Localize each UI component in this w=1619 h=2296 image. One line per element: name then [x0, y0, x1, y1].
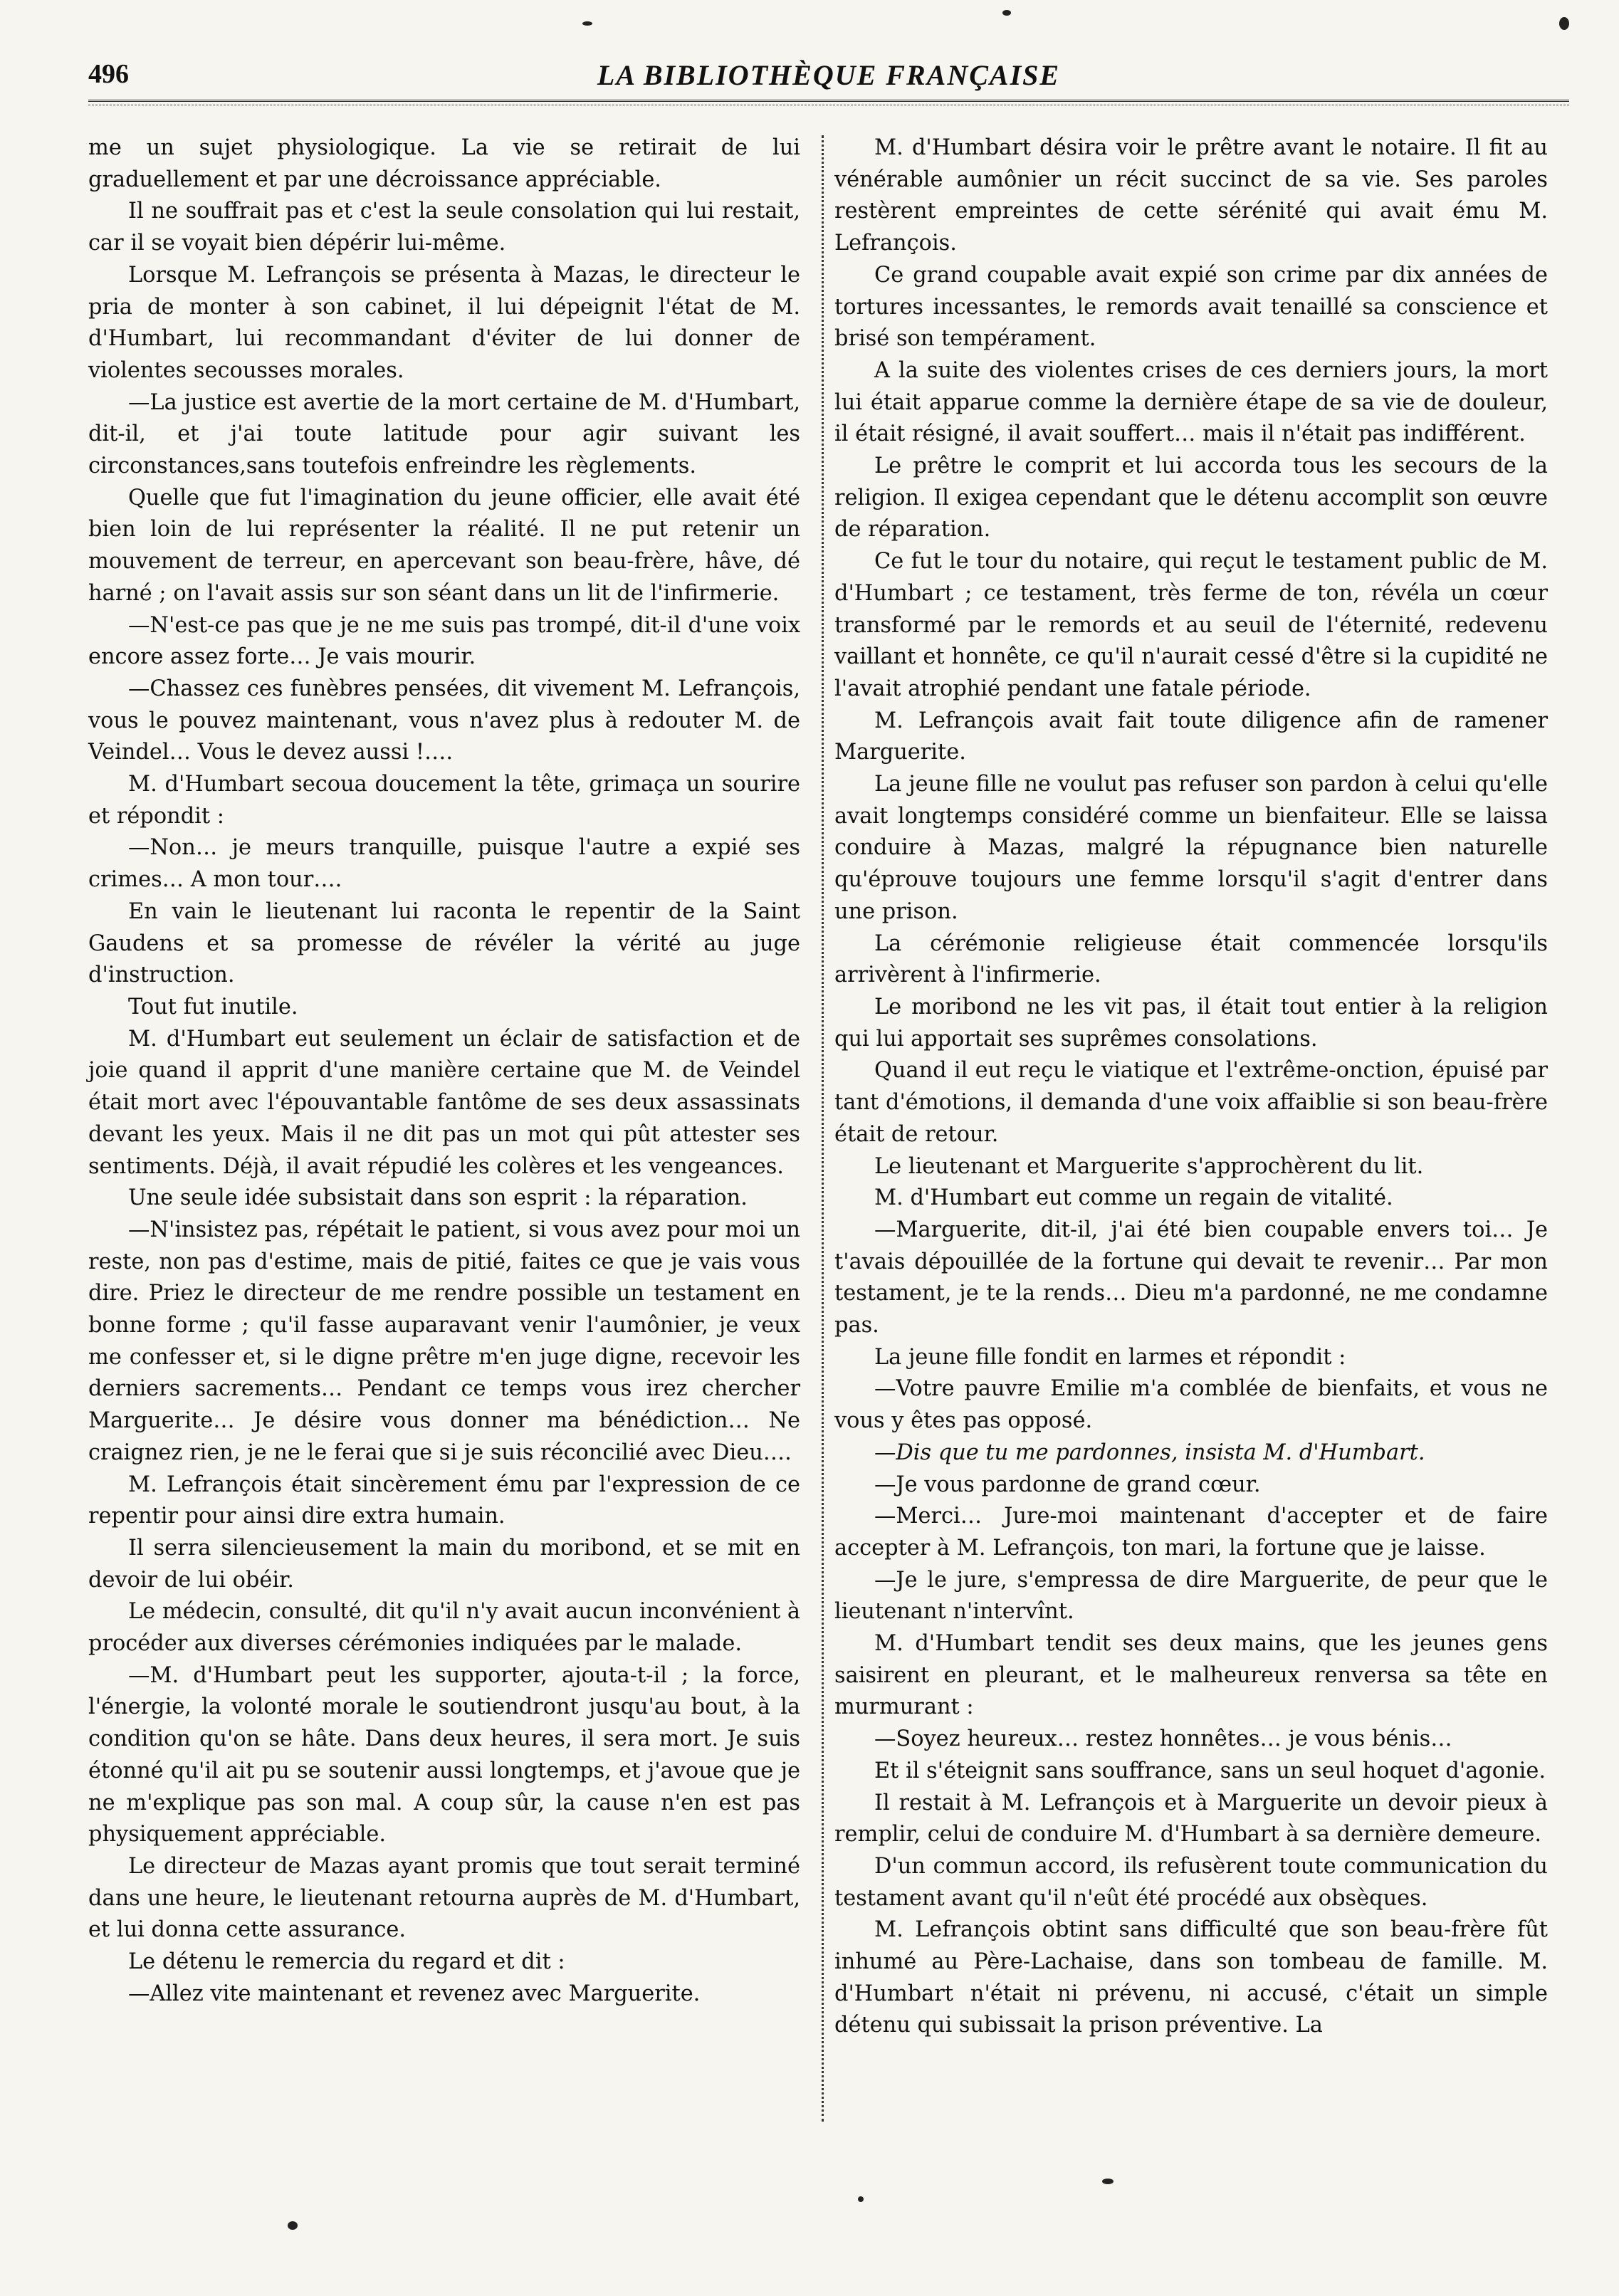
running-title: LA BIBLIOTHÈQUE FRANÇAISE: [597, 59, 1061, 91]
left-column: [88, 132, 800, 2010]
paragraph: En vain le lieutenant lui raconta le repentir de la Saint Gaudens et sa promesse de révéler la vérité au juge d'instruction.: [88, 898, 800, 988]
paragraph: Le directeur de Mazas ayant promis que tout serait terminé dans une heure, le lieutenant retourna auprès de M. d'Humbart, et lui donna cette assurance.: [88, 1853, 800, 1943]
paragraph: Le médecin, consulté, dit qu'il n'y avait aucun inconvénient à procéder aux diverses cérémonies indiquées par le malade.: [88, 1599, 800, 1657]
paragraph: La cérémonie religieuse était commencée lorsqu'ils arrivèrent à l'infirmerie.: [834, 931, 1548, 988]
paragraph: —Marguerite, dit-il, j'ai été bien coupable envers toi… Je t'avais dépouillée de la fortune qui devait te revenir… Par mon testament, je te la rends… Dieu m'a pardonné, ne me condamne pas.: [834, 1217, 1548, 1338]
ink-speck: [1559, 17, 1569, 30]
paragraph: A la suite des violentes crises de ces derniers jours, la mort lui était apparue comme la dernière étape de sa vie de douleur, il était résigné, il avait souffert… mais il n'était pas indifférent.: [834, 357, 1548, 447]
paragraph: Le prêtre le comprit et lui accorda tous les secours de la religion. Il exigea cependant que le détenu accomplit son œuvre de réparation.: [834, 454, 1548, 542]
ink-speck: [288, 2221, 298, 2230]
paragraph: Quelle que fut l'imagination du jeune officier, elle avait été bien loin de lui représenter la réalité. Il ne put retenir un mouvement de terreur, en apercevant son beau-frère, hâve, dé harné ; on l'avait assis sur son séant dans un lit de l'infirmerie.: [88, 485, 800, 606]
paragraph: M. Lefrançois était sincèrement ému par l'expression de ce repentir pour ainsi dire extra humain.: [88, 1472, 800, 1529]
paragraph: —Merci… Jure-moi maintenant d'accepter et de faire accepter à M. Lefrançois, ton mari, la fortune que je laisse.: [834, 1504, 1548, 1561]
paragraph: me un sujet physiologique. La vie se retirait de lui graduellement et par une décroissance appréciable.: [88, 135, 800, 192]
page-number: 496: [88, 59, 129, 89]
ink-speck: [1002, 10, 1011, 16]
paragraph: Le détenu le remercia du regard et dit :: [128, 1949, 565, 1975]
paragraph: —N'est-ce pas que je ne me suis pas trompé, dit-il d'une voix encore assez forte… Je vais mourir.: [88, 612, 800, 670]
paragraph: —N'insistez pas, répétait le patient, si vous avez pour moi un reste, non pas d'estime, mais de pitié, faites ce que je vais vous dire. Priez le directeur de me rendre possible un testament en bonne forme ; qu'il fasse auparavant venir l'aumônier, je veux me confesser et, si le digne prêtre m'en juge digne, recevoir les derniers sacrements… Pendant ce temps vous irez chercher Marguerite… Je désire vous donner ma bénédiction… Ne craignez rien, je ne le ferai que si je suis réconcilié avec Dieu….: [88, 1217, 800, 1465]
paragraph: —Non… je meurs tranquille, puisque l'autre a expié ses crimes… A mon tour….: [88, 835, 800, 893]
paragraph: Le moribond ne les vit pas, il était tout entier à la religion qui lui apportait ses suprêmes consolations.: [834, 994, 1548, 1052]
column-divider: [822, 135, 824, 2122]
paragraph: —Allez vite maintenant et revenez avec Marguerite.: [128, 1981, 701, 2006]
paragraph: Ce fut le tour du notaire, qui reçut le testament public de M. d'Humbart ; ce testament, très ferme de ton, révéla un cœur transformé par le remords et au seuil de l'éternité, redevenu vaillant et honnête, ce qu'il n'aurait cessé d'être si la cupidité ne l'avait atrophié pendant une fatale période.: [834, 549, 1548, 701]
paragraph: —Chassez ces funèbres pensées, dit vivement M. Lefrançois, vous le pouvez maintenant, vous n'avez plus à redouter M. de Veindel… Vous le devez aussi !….: [88, 676, 800, 765]
paragraph: Il restait à M. Lefrançois et à Marguerite un devoir pieux à remplir, celui de conduire M. d'Humbart à sa dernière demeure.: [834, 1790, 1548, 1847]
paragraph: —Soyez heureux… restez honnêtes… je vous bénis…: [874, 1726, 1452, 1752]
ink-speck: [858, 2196, 864, 2202]
paragraph: Quand il eut reçu le viatique et l'extrême-onction, épuisé par tant d'émotions, il demanda d'une voix affaiblie si son beau-frère était de retour.: [834, 1058, 1548, 1147]
paragraph: M. d'Humbart eut seulement un éclair de satisfaction et de joie quand il apprit d'une manière certaine que M. de Veindel était mort avec l'épouvantable fantôme de ses deux assassinats devant les yeux. Mais il ne dit pas un mot qui pût attester ses sentiments. Déjà, il avait répudié les colères et les vengeances.: [88, 1026, 800, 1179]
paragraph: D'un commun accord, ils refusèrent toute communication du testament avant qu'il n'eût été procédé aux obsèques.: [834, 1853, 1548, 1911]
paragraph: Il ne souffrait pas et c'est la seule consolation qui lui restait, car il se voyait bien dépérir lui-même.: [88, 199, 800, 256]
paragraph: —Je vous pardonne de grand cœur.: [874, 1472, 1261, 1497]
paragraph: M. Lefrançois avait fait toute diligence afin de ramener Marguerite.: [834, 708, 1548, 765]
paragraph: M. d'Humbart secoua doucement la tête, grimaça un sourire et répondit :: [88, 772, 800, 829]
paragraph: M. Lefrançois obtint sans difficulté que son beau-frère fût inhumé au Père-Lachaise, dans son tombeau de famille. M. d'Humbart n'était ni prévenu, ni accusé, c'était un simple détenu qui subissait la prison préventive. La: [834, 1917, 1548, 2038]
ink-speck: [1102, 2179, 1114, 2184]
paragraph: —Je le jure, s'empressa de dire Marguerite, de peur que le lieutenant n'intervînt.: [834, 1567, 1548, 1625]
paragraph: Il serra silencieusement la main du moribond, et se mit en devoir de lui obéir.: [88, 1535, 800, 1593]
paragraph: M. d'Humbart tendit ses deux mains, que les jeunes gens saisirent en pleurant, et le malheureux renversa sa tête en murmurant :: [834, 1631, 1548, 1720]
paragraph: La jeune fille ne voulut pas refuser son pardon à celui qu'elle avait longtemps considéré comme un bienfaiteur. Elle se laissa conduire à Mazas, malgré la répugnance bien naturelle qu'éprouve toujours une femme lorsqu'il s'agit d'entrer dans une prison.: [834, 772, 1548, 924]
paragraph: —La justice est avertie de la mort certaine de M. d'Humbart, dit-il, et j'ai toute latitude pour agir suivant les circonstances,sans toutefois enfreindre les règlements.: [88, 389, 800, 479]
paragraph: Lorsque M. Lefrançois se présenta à Mazas, le directeur le pria de monter à son cabinet, il lui dépeignit l'état de M. d'Humbart, lui recommandant d'éviter de lui donner de violentes secousses morales.: [88, 262, 800, 383]
paragraph: La jeune fille fondit en larmes et répondit :: [874, 1344, 1346, 1370]
ink-speck: [582, 21, 592, 26]
paragraph: —M. d'Humbart peut les supporter, ajouta-t-il ; la force, l'énergie, la volonté morale le soutiendront jusqu'au bout, à la condition qu'on se hâte. Dans deux heures, il sera mort. Je suis étonné qu'il ait pu se soutenir aussi longtemps, et j'avoue que je ne m'explique pas son mal. A coup sûr, la cause n'en est pas physiquement appréciable.: [88, 1662, 800, 1847]
paragraph: M. d'Humbart désira voir le prêtre avant le notaire. Il fit au vénérable aumônier un récit succinct de sa vie. Ses paroles restèrent empreintes de cette sérénité qui avait ému M. Lefrançois.: [834, 135, 1548, 256]
paragraph: Une seule idée subsistait dans son esprit : la réparation.: [128, 1185, 748, 1211]
paragraph: Et il s'éteignit sans souffrance, sans un seul hoquet d'agonie.: [874, 1758, 1546, 1783]
paragraph: Ce grand coupable avait expié son crime par dix années de tortures incessantes, le remords avait tenaillé sa conscience et brisé son tempérament.: [834, 262, 1548, 352]
paragraph: Tout fut inutile.: [128, 994, 298, 1019]
paragraph: Le lieutenant et Marguerite s'approchèrent du lit.: [874, 1153, 1424, 1179]
right-column: [834, 132, 1548, 2042]
paragraph: M. d'Humbart eut comme un regain de vitalité.: [874, 1185, 1393, 1211]
paragraph: —Dis que tu me pardonnes, insista M. d'Humbart.: [874, 1440, 1425, 1465]
paragraph: —Votre pauvre Emilie m'a comblée de bienfaits, et vous ne vous y êtes pas opposé.: [834, 1376, 1548, 1434]
header-rule: [88, 100, 1569, 105]
